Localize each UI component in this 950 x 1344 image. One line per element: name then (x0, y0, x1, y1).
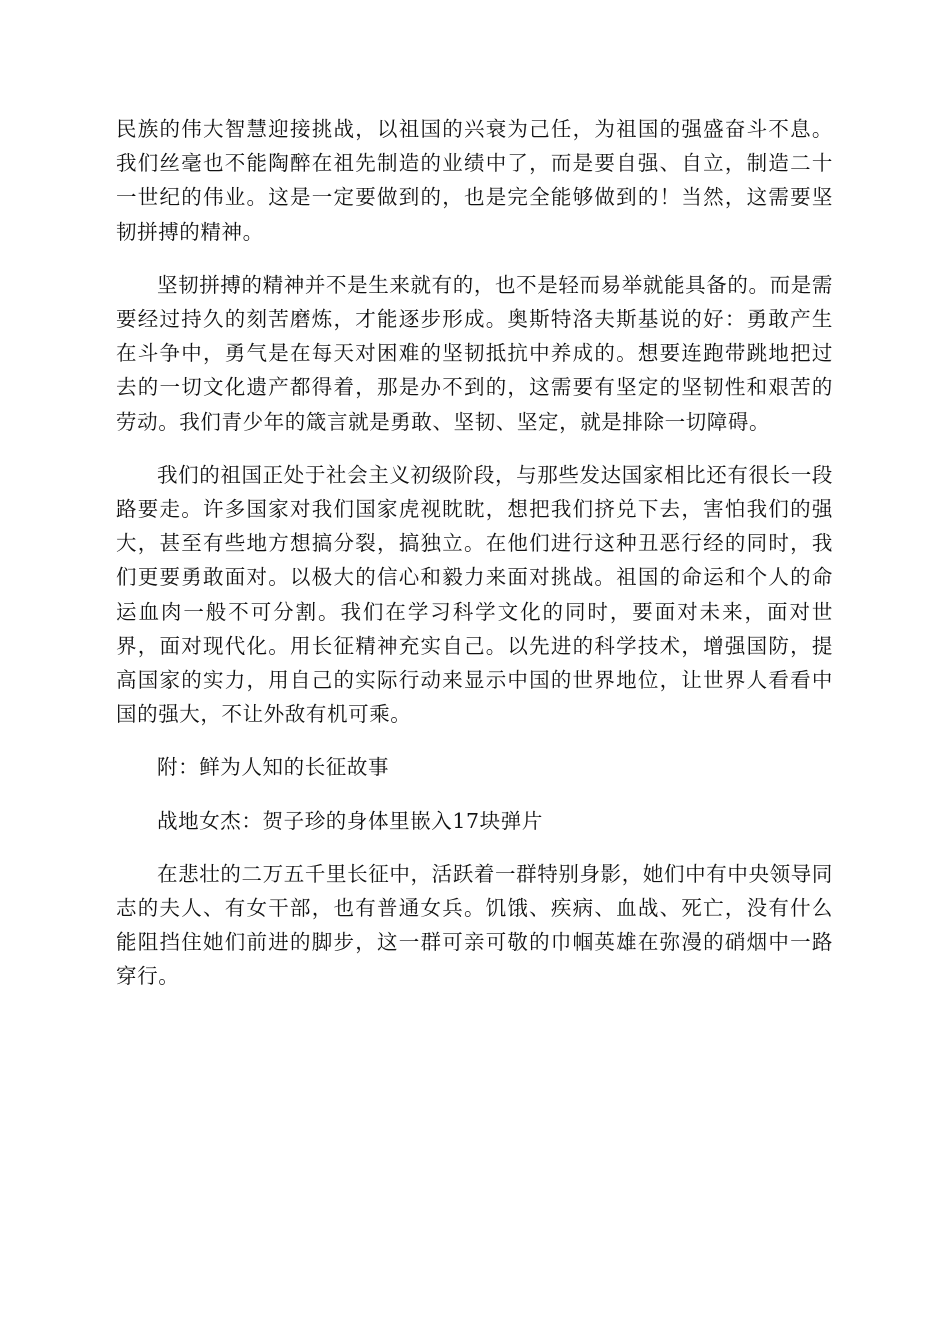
story-title: 战地女杰：贺子珍的身体里嵌入17块弹片 (157, 808, 543, 833)
paragraph-2: 坚韧拼搏的精神并不是生来就有的，也不是轻而易举就能具备的。而是需要经过持久的刻苦磨炼，才能逐步形成。奥斯特洛夫斯基说的好：勇敢产生在斗争中，勇气是在每天对困难的坚韧抵抗中养成的。想要连跑带跳地把过去的一切文化遗产都得着，那是办不到的，这需要有坚定的坚韧性和艰苦的劳动。我们青少年的箴言就是勇敢、坚韧、坚定，就是排除一切障碍。 (116, 272, 833, 434)
appendix-heading: 附：鲜为人知的长征故事 (157, 755, 390, 780)
paragraph-1: 民族的伟大智慧迎接挑战，以祖国的兴衰为己任，为祖国的强盛奋斗不息。我们丝毫也不能陶醉在祖先制造的业绩中了，而是要自强、自立，制造二十一世纪的伟业。这是一定要做到的，也是完全能够做到的！当然，这需要坚韧拼搏的精神。 (116, 117, 833, 244)
document-body (116, 112, 833, 994)
paragraph-3: 我们的祖国正处于社会主义初级阶段，与那些发达国家相比还有很长一段路要走。许多国家对我们国家虎视眈眈，想把我们挤兑下去，害怕我们的强大，甚至有些地方想搞分裂，搞独立。在他们进行这种丑恶行经的同时，我们更要勇敢面对。以极大的信心和毅力来面对挑战。祖国的命运和个人的命运血肉一般不可分割。我们在学习科学文化的同时，要面对未来，面对世界，面对现代化。用长征精神充实自己。以先进的科学技术，增强国防，提高国家的实力，用自己的实际行动来显示中国的世界地位，让世界人看看中国的强大，不让外敌有机可乘。 (116, 462, 833, 727)
paragraph-6: 在悲壮的二万五千里长征中，活跃着一群特别身影，她们中有中央领导同志的夫人、有女干部，也有普通女兵。饥饿、疾病、血战、死亡，没有什么能阻挡住她们前进的脚步，这一群可亲可敬的巾帼英雄在弥漫的硝烟中一路穿行。 (116, 861, 833, 989)
